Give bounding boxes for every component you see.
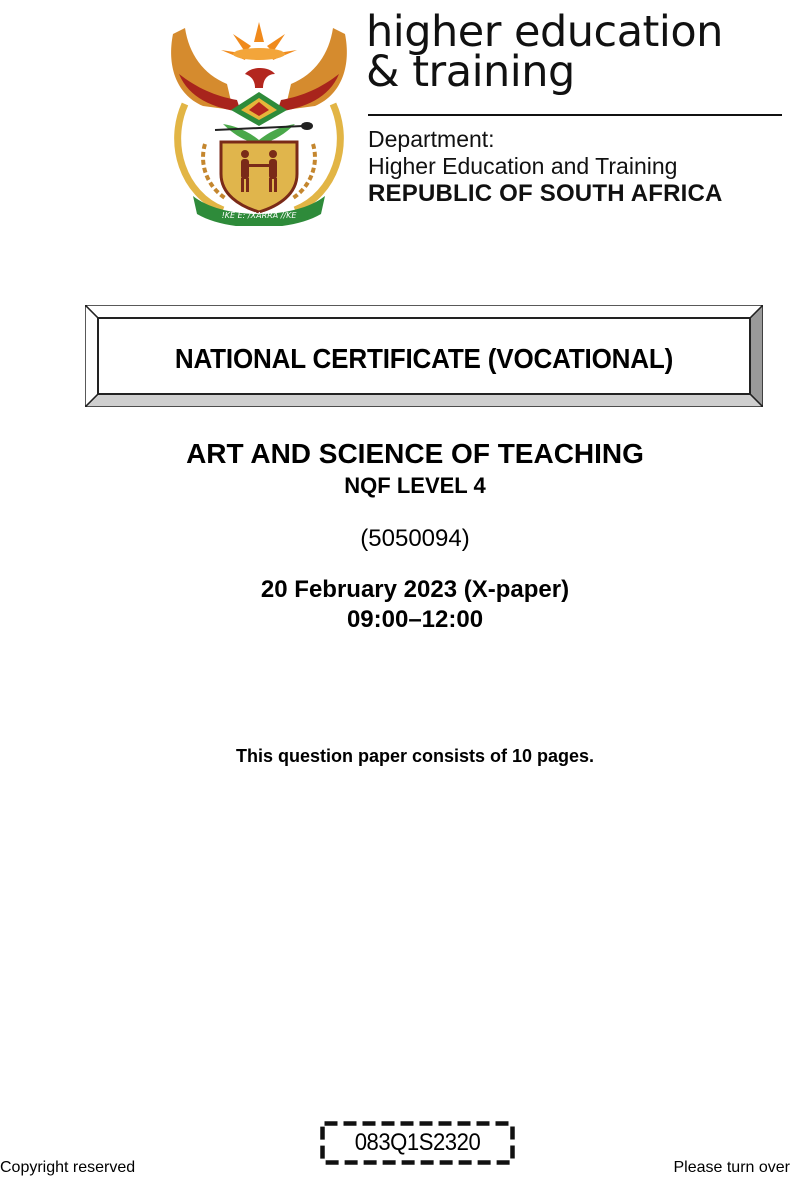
svg-text:!KE E: /XARRA //KE: !KE E: /XARRA //KE <box>221 211 297 220</box>
certificate-title-box <box>85 305 763 407</box>
coat-of-arms-logo <box>163 14 355 226</box>
brand-wordmark <box>366 7 786 97</box>
subject-code: (5050094) <box>360 525 470 552</box>
department-branding <box>366 7 786 207</box>
brand-line-1: higher education <box>366 7 723 57</box>
paper-code-box <box>320 1121 515 1165</box>
certificate-title: NATIONAL CERTIFICATE (VOCATIONAL) <box>174 343 674 374</box>
page-count-note: This question paper consists of 10 pages. <box>235 746 595 766</box>
subject-title: ART AND SCIENCE OF TEACHING <box>186 438 644 469</box>
department-details <box>368 126 723 207</box>
brand-divider <box>368 114 782 116</box>
coat-of-arms-icon <box>163 14 355 226</box>
copyright-notice: Copyright reserved <box>0 1159 136 1176</box>
country-name: REPUBLIC OF SOUTH AFRICA <box>368 180 723 207</box>
exam-date: 20 February 2023 (X-paper) <box>260 576 570 603</box>
turn-over-note: Please turn over <box>673 1159 790 1176</box>
brand-line-2: & training <box>366 47 575 97</box>
nqf-level: NQF LEVEL 4 <box>344 473 486 498</box>
department-label: Department: <box>368 126 495 152</box>
department-name: Higher Education and Training <box>368 153 678 179</box>
paper-code: 083Q1S2320 <box>354 1129 481 1156</box>
exam-time: 09:00–12:00 <box>346 606 484 633</box>
